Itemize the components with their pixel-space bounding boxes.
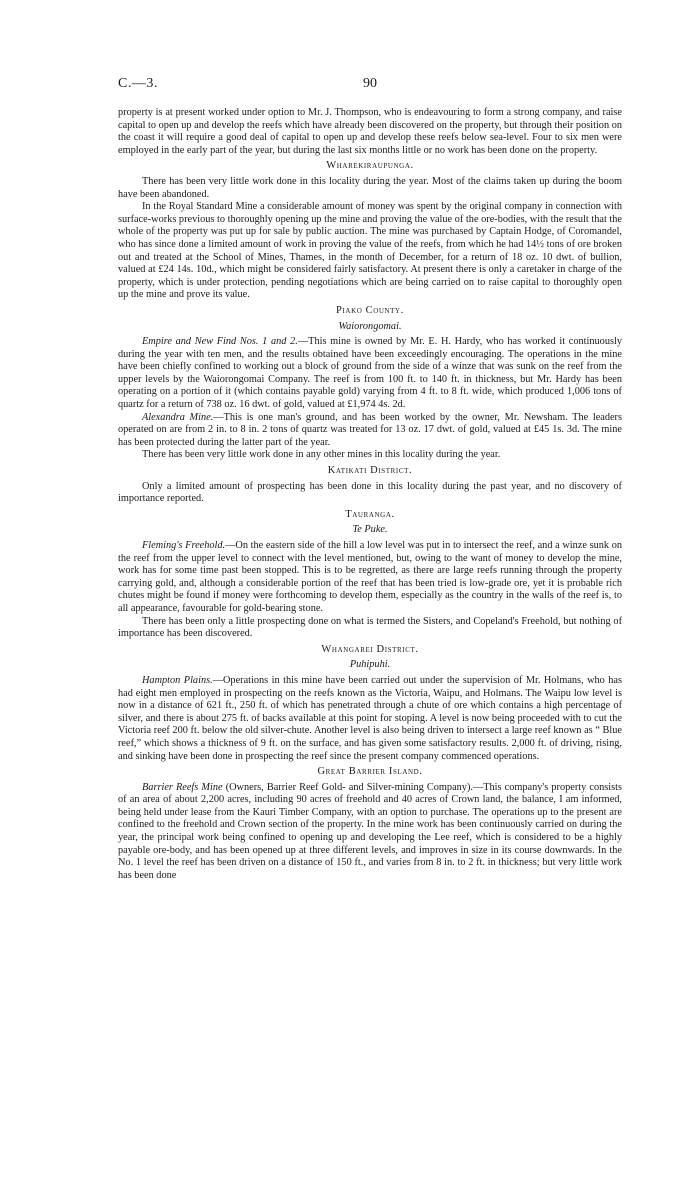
paragraph-lead: Fleming's Freehold.	[142, 540, 226, 551]
page-number: 90	[363, 76, 377, 91]
page-header	[118, 78, 622, 98]
paragraph-text: There has been only a little prospecting done on what is termed the Sisters, and Copeland's Freehold, but nothing of importance has been discovered.	[118, 615, 622, 640]
section-heading: Whangarei District.	[321, 643, 419, 655]
paragraph	[118, 176, 622, 201]
paragraph	[118, 782, 622, 883]
paragraph-text: —On the eastern side of the hill a low level was put in to intersect the reef, and a winze sunk on the reef from the upper level to connect with the level mentioned, but, owing to the want of money to develop the mine, work has for some time past been stopped. This is to be regretted, as there are large reefs running through the property carrying gold, and, although a considerable portion of the reef that has been tried is low-grade ore, yet it is probable rich chutes might be found if money were forthcoming to develop them, especially as the country in the walls of the reef is, to all appearance, favourable for gold-bearing stone.	[118, 540, 622, 614]
section-heading: Katikati District.	[327, 465, 413, 477]
paragraph-text: (Owners, Barrier Reef Gold- and Silver-mining Company).—This company's property consists of an area of about 2,200 acres, including 90 acres of freehold and 40 acres of Crown land, the balance, I am informed, being held under lease from the Kauri Timber Company, with an option to purchase. The operations up to the present are confined to the freehold and Crown section of the property. In the mine work has been continuously carried on during the year, the principal work being confined to opening up and developing the Lee reef, which is considered to be a highly payable ore-body, and has been opened up at three different levels, and improves in size in its course downwards. In the No. 1 level the reef has been driven on a distance of 150 ft., and varies from 8 in. to 2 ft. in thickness; but very little work has been done	[118, 781, 622, 881]
section-heading: Wharekiraupunga.	[326, 160, 414, 172]
paragraph-text: In the Royal Standard Mine a considerable amount of money was spent by the original company in connection with surface-works previous to thoroughly opening up the mine and proving the value of the ore-bodies, with the result that the whole of the property was put up for sale by public auction. The mine was purchased by Captain Hodge, of Coromandel, who has since done a limited amount of work in proving the value of the reefs, from which he had 14½ tons of ore broken out and treated at the School of Mines, Thames, in the month of December, for a return of 18 oz. 10 dwt. of bullion, valued at £24 14s. 10d., which might be considered fairly satisfactory. At present there is only a caretaker in charge of the property, which is under protection, pending negotiations which are being carried on to raise capital to thoroughly open up the mine and prove its value.	[118, 201, 622, 301]
paragraph	[118, 449, 622, 462]
section-heading: Piako County.	[336, 304, 404, 316]
paragraph	[118, 540, 622, 616]
section-subheading: Te Puke.	[352, 524, 388, 536]
paragraph	[118, 616, 622, 641]
paragraph-text: There has been very little work done in any other mines in this locality during the year.	[142, 449, 501, 461]
paragraph-text: There has been very little work done in this locality during the year. Most of the claims taken up during the boom have been abandoned.	[118, 175, 622, 200]
paragraph-lead: Barrier Reefs Mine	[142, 781, 223, 793]
section-heading: Great Barrier Island.	[317, 766, 423, 778]
paragraph-text: —This mine is owned by Mr. E. H. Hardy, who has worked it continuously during the year with ten men, and the results obtained have been exceedingly encouraging. The operations in the mine have been chiefly confined to working out a block of ground from the side of a winze that was sunk on the reef from the upper levels by the Waiorongomai Company. The reef is from 100 ft. to 140 ft. in thickness, but Mr. Hardy has been operating on a portion of it (which contains payable gold) varying from 4 ft. to 8 ft. wide, which produced 1,006 tons of quartz for a return of 738 oz. 16 dwt. of gold, valued at £1,974 4s. 2d.	[118, 336, 622, 411]
section-subheading: Waiorongomai.	[338, 320, 402, 332]
paragraph-text: —Operations in this mine have been carried out under the supervision of Mr. Holmans, who has had eight men employed in prospecting on the reefs known as the Victoria, Waipu, and Holmans. The Waipu low level is now in a distance of 621 ft., 250 ft. of which has penetrated through a chute of ore which contains a high percentage of silver, and there is about 275 ft. of backs available at this point for stoping. A level is now being proceeded with to cut the Victoria reef 200 ft. below the old silver-chute. Another level is also being driven to intersect a large reef known as “ Blue reef,” which shows a thickness of 9 ft. on the surface, and has given some satisfactory results. 2,000 ft. of driving, rising, and sinking have been done in prospecting the reef since the present company commenced operations.	[118, 674, 623, 762]
document-reference: C.—3.	[118, 76, 158, 91]
paragraph	[118, 675, 622, 763]
document-body	[118, 107, 622, 882]
paragraph-lead: Empire and New Find Nos. 1 and 2.	[142, 336, 298, 348]
paragraph-text: property is at present worked under option to Mr. J. Thompson, who is endeavouring to form a strong company, and raise capital to open up and develop the reefs which have already been discovered on the property, but through their position on the coast it will require a good deal of capital to open up and develop these reefs below sea-level. Four to six men were employed in the early part of the year, but during the last six months little or no work has been done on the property.	[118, 107, 622, 156]
paragraph	[118, 336, 622, 412]
paragraph-text: Only a limited amount of prospecting has been done in this locality during the past year, and no discovery of importance reported.	[118, 480, 622, 505]
paragraph-lead: Alexandra Mine.	[142, 411, 214, 423]
paragraph	[118, 481, 622, 506]
paragraph	[118, 107, 622, 157]
section-subheading: Puhipuhi.	[349, 659, 391, 671]
paragraph-text: —This is one man's ground, and has been worked by the owner, Mr. Newsham. The leaders operated on are from 2 in. to 8 in. 2 tons of quartz was treated for 13 oz. 17 dwt. of gold, valued at £45 1s. 3d. The mine has been protected during the latter part of the year.	[118, 411, 622, 448]
section-heading: Tauranga.	[345, 508, 395, 520]
paragraph-lead: Hampton Plains.	[142, 674, 213, 686]
paragraph	[118, 201, 622, 302]
paragraph	[118, 412, 622, 450]
